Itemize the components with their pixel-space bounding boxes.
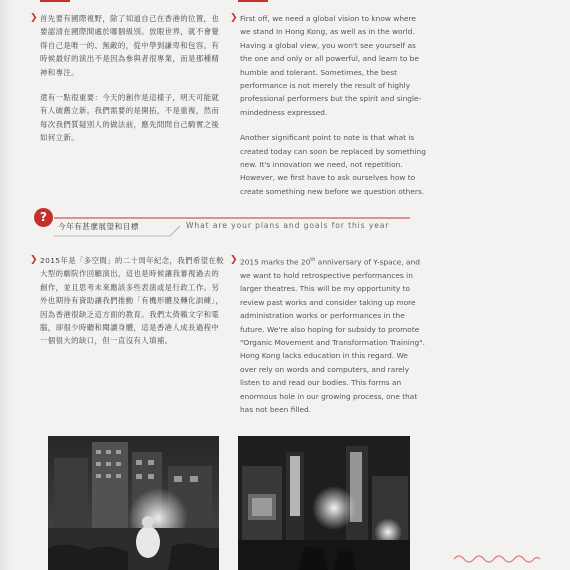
- top-rule-right: [238, 0, 268, 2]
- section1-zh-paragraph-2: 還有一點很重要：今天的創作是這樣子，明天可能就有人破舊立新。我們需要的是開拓，不是重複，然而每次我們質疑別人的做法前，應先問問自己騎實之後如何立新。: [40, 93, 220, 143]
- section2-en-paragraph: [240, 254, 426, 416]
- ordinal-superscript: th: [310, 257, 316, 263]
- section2-title-zh: 今年有甚麼展望和目標: [58, 222, 139, 231]
- section1-en-paragraph-1: First off, we need a global vision to know where we stand in Hong Kong, as well as in the world. Having a global view, you won't see yourself as the one and only or all powerful, and learn to be humble and tolerant. Sometimes, the best performance is not merely the result of highly professional performers but the spirit and single-mindedness expressed.: [240, 14, 422, 117]
- section2-zh-column: [30, 254, 226, 348]
- section1-en-column: [230, 12, 426, 210]
- section2-zh-paragraph: 2015年是「多空間」的二十周年紀念，我們希望在較大型的劇院作回顧演出，這也是時候讓我審視過去的創作，並且思考未來應該多些表演或是行政工作。另外也期待有資助讓我們推動「有機形體及轉化訓練」，因為香港很缺乏這方面的教育。我們太倚賴文字和電腦，卻很少時聽和閱讀身體，這是香港人成長過程中一個很大的缺口，但一直沒有人填補。: [40, 256, 225, 346]
- photo-street-performance: [48, 436, 219, 570]
- wave-decoration-icon: [452, 553, 542, 565]
- section1-zh-paragraph-1: 首先要有國際視野，除了知道自己在香港的位置，也要認清在國際間處於哪個級別。放眼世界，就不會覺得自己是唯一的、無敵的，從中學到謙卑和包容。有時候最好的演出不是因為參與者很專業，而是那種精神和專注。: [40, 14, 220, 77]
- top-rule-left: [40, 0, 70, 2]
- chevron-right-icon: ❯: [30, 13, 38, 23]
- section1-en-paragraph-2: Another significant point to note is that what is created today can soon be replaced by something new. It's innovation we need, not repetition. However, we first have to ask ourselves how to create something new before we question others.: [240, 133, 426, 196]
- chevron-right-icon: ❯: [230, 13, 238, 23]
- question-mark-icon: ?: [34, 208, 53, 227]
- section1-zh-column: [30, 12, 226, 157]
- section2-title-en: What are your plans and goals for this year: [186, 221, 390, 230]
- photo-neon-street: [238, 436, 410, 570]
- section2-en-text-start: 2015 marks the 20: [240, 257, 311, 267]
- section2-en-text-rest: anniversary of Y-space, and we want to hold retrospective performances in larger theatres. This will be my opportunity to review past works and consider taking up more administration works or performances in the future. We're also hoping for subsidy to promote "Organic Movement and Transformation Training". Hong Kong lacks education in this regard. We over rely on words and computers, and rarely listen to and read our bodies. This forms an enormous hole in our growing process, one that has not been filled.: [240, 257, 425, 414]
- chevron-right-icon: ❯: [230, 255, 238, 265]
- section2-header: [30, 206, 420, 238]
- page-binding-shadow: [0, 0, 14, 570]
- chevron-right-icon: ❯: [30, 255, 38, 265]
- section2-en-column: [230, 254, 426, 416]
